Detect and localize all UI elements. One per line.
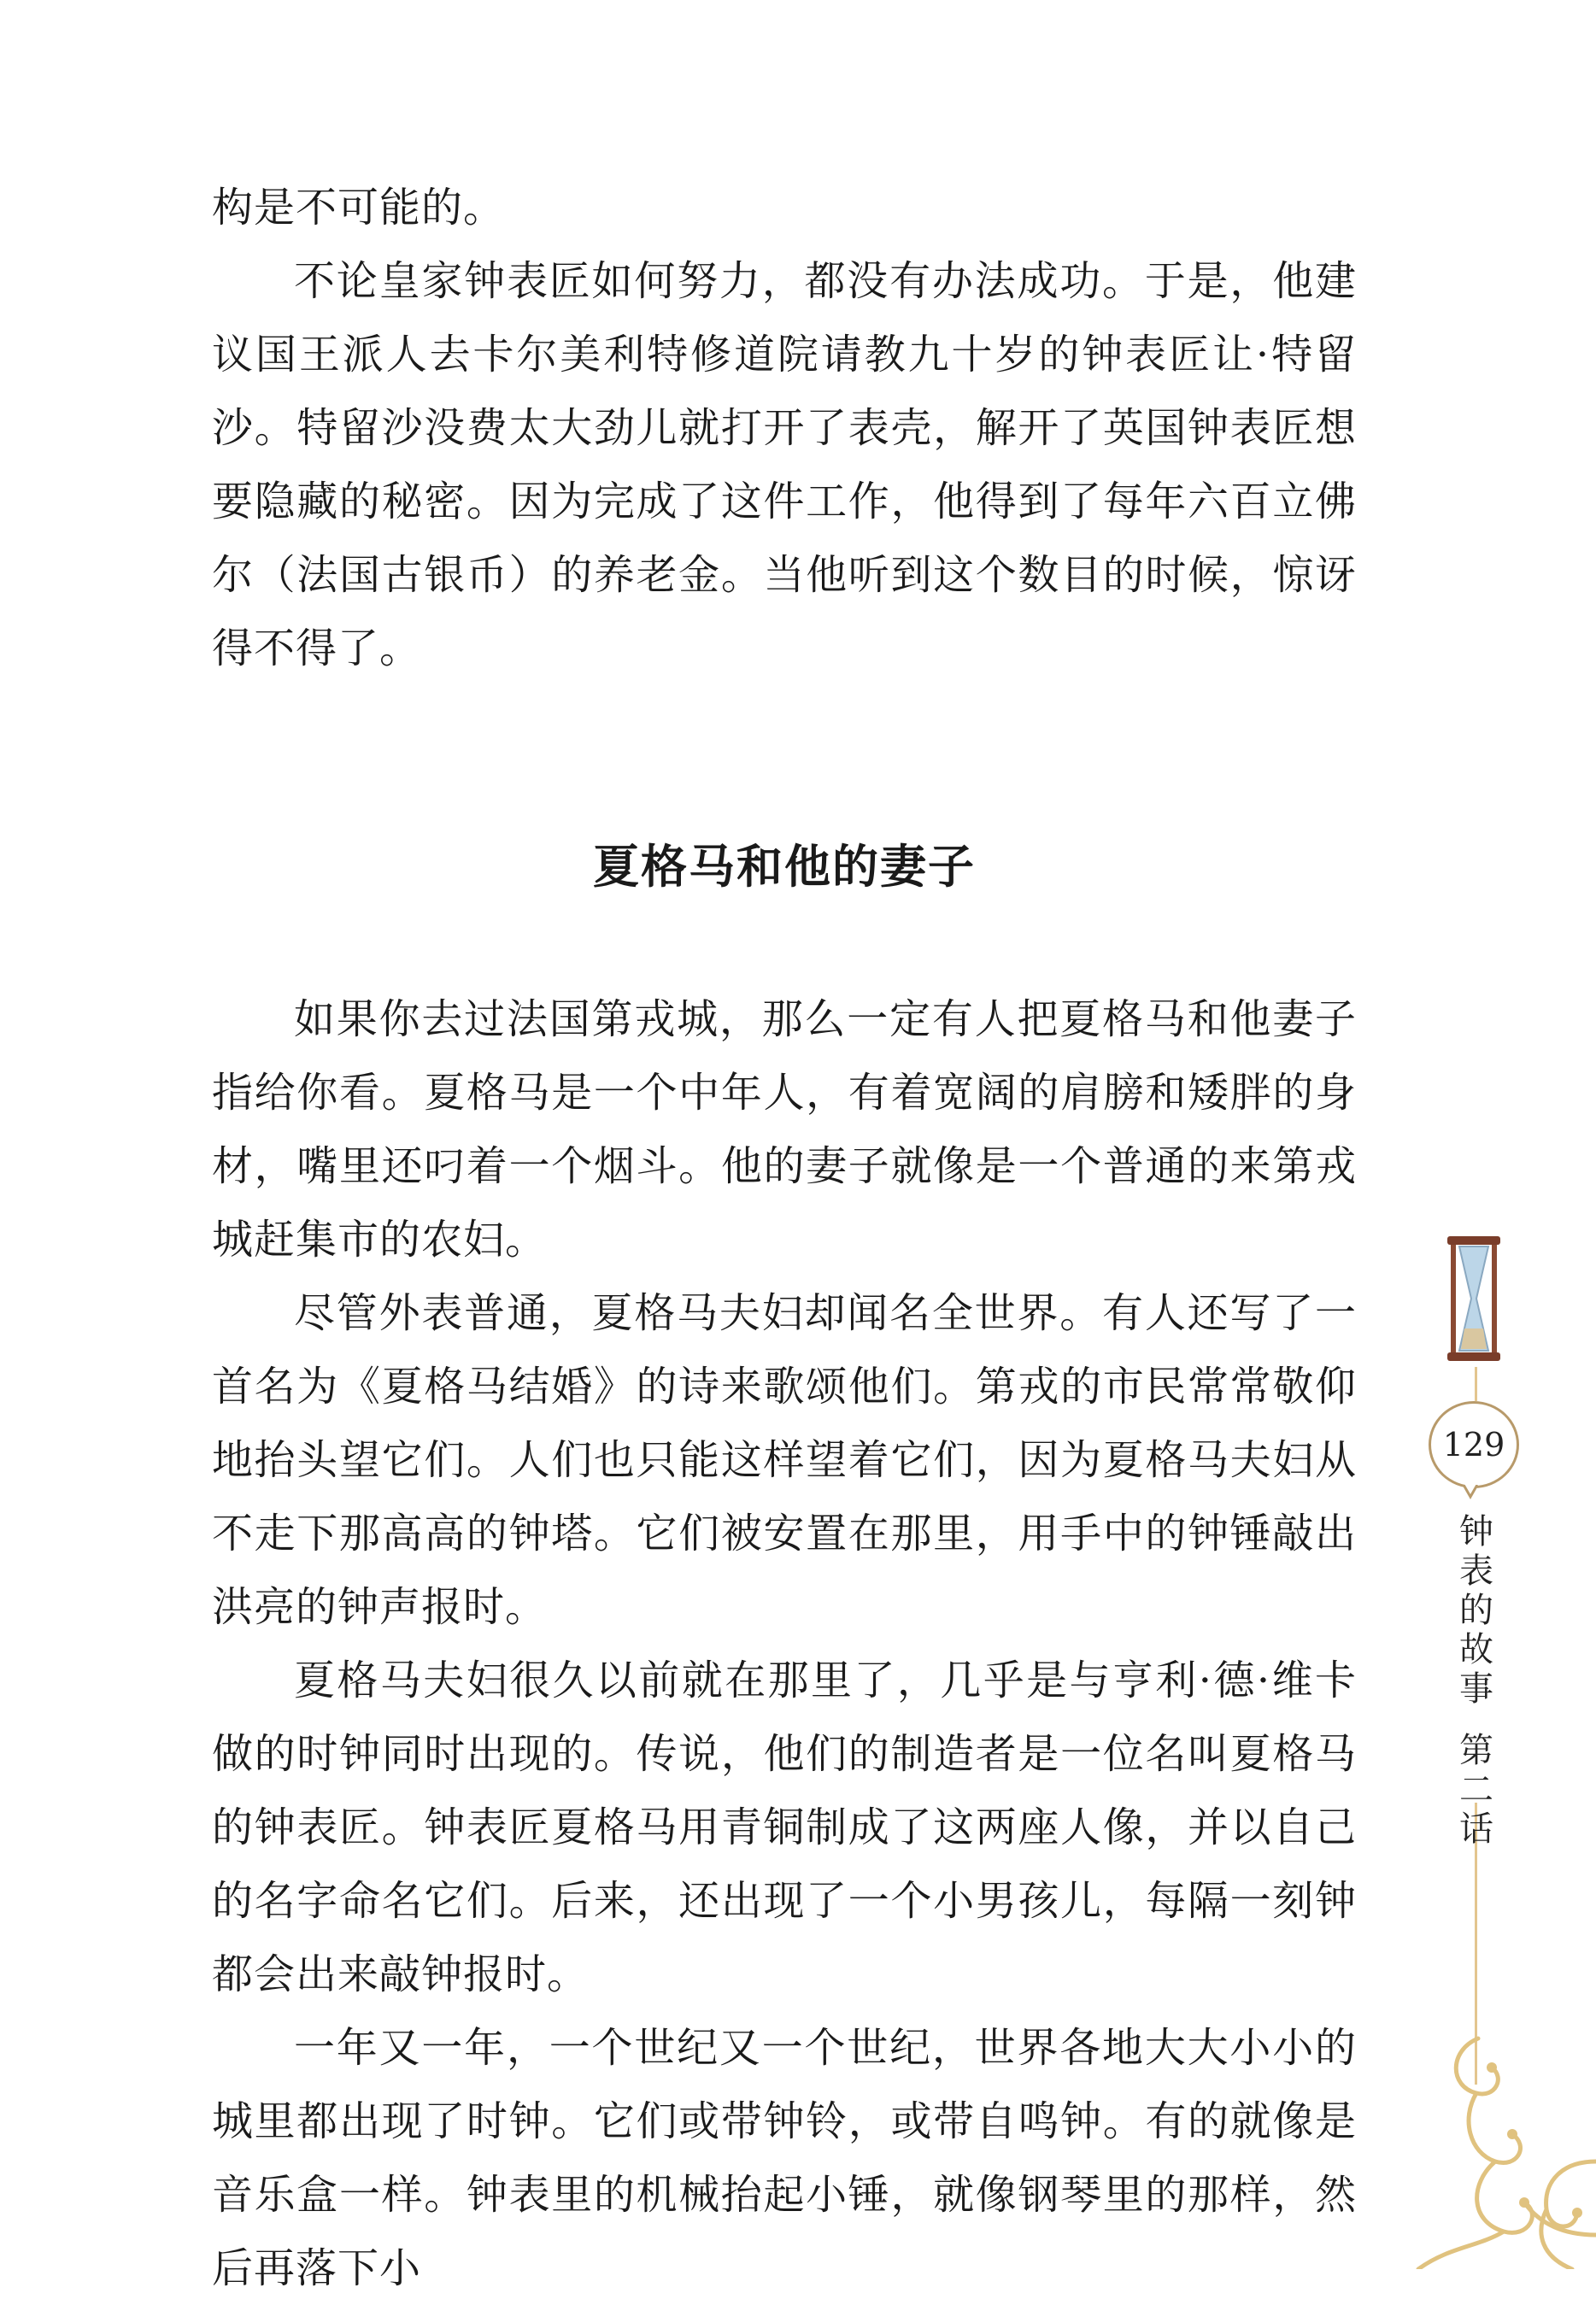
chapter-body xyxy=(212,982,1357,2305)
continued-text-block xyxy=(212,171,1357,685)
running-head xyxy=(1456,1512,1497,1849)
running-head-char: 表 xyxy=(1459,1551,1493,1591)
margin-line xyxy=(1475,1367,1477,1401)
paragraph: 构是不可能的。 xyxy=(212,184,506,232)
paragraph: 一年又一年，一个世纪又一个世纪，世界各地大大小小的城里都出现了时钟。它们或带钟铃，或带自鸣钟。有的就像是音乐盒一样。钟表里的机械抬起小锤，就像钢琴里的那样，然后再落下小 xyxy=(212,2024,1357,2292)
running-head-char: 故 xyxy=(1459,1630,1493,1669)
corner-ornament-icon xyxy=(1367,2033,1596,2269)
paragraph: 夏格马夫妇很久以前就在那里了，几乎是与亨利·德·维卡做的时钟同时出现的。传说，他们的制造者是一位名叫夏格马的钟表匠。钟表匠夏格马用青铜制成了这两座人像，并以自己的名字命名它们。后来，还出现了一个小男孩儿，每隔一刻钟都会出来敲钟报时。 xyxy=(212,1657,1357,1998)
paragraph: 不论皇家钟表匠如何努力，都没有办法成功。于是，他建议国王派人去卡尔美利特修道院请教九十岁的钟表匠让·特留沙。特留沙没费太大劲儿就打开了表壳，解开了英国钟表匠想要隐藏的秘密。因为完成了这件工作，他得到了每年六百立佛尔（法国古银币）的养老金。当他听到这个数目的时候，惊讶得不得了。 xyxy=(212,257,1357,672)
paragraph: 如果你去过法国第戎城，那么一定有人把夏格马和他妻子指给你看。夏格马是一个中年人，有着宽阔的肩膀和矮胖的身材，嘴里还叼着一个烟斗。他的妻子就像是一个普通的来第戎城赶集市的农妇。 xyxy=(212,995,1357,1264)
hourglass-icon xyxy=(1444,1235,1504,1363)
running-head-char: 话 xyxy=(1459,1809,1493,1849)
page-badge-pointer xyxy=(1463,1485,1478,1500)
running-head-gap xyxy=(1456,1709,1497,1731)
running-head-char: 事 xyxy=(1459,1669,1493,1709)
running-head-char: 二 xyxy=(1459,1770,1493,1809)
running-head-char: 的 xyxy=(1459,1591,1493,1630)
running-head-char: 钟 xyxy=(1459,1512,1493,1551)
chapter-title: 夏格马和他的妻子 xyxy=(593,840,976,894)
running-head-char: 第 xyxy=(1459,1731,1493,1770)
paragraph: 尽管外表普通，夏格马夫妇却闻名全世界。有人还写了一首名为《夏格马结婚》的诗来歌颂他们。第戎的市民常常敬仰地抬头望它们。人们也只能这样望着它们，因为夏格马夫妇从不走下那高高的钟塔。它们被安置在那里，用手中的钟锤敲出洪亮的钟声报时。 xyxy=(212,1289,1357,1631)
page-number: 129 xyxy=(1429,1401,1519,1488)
